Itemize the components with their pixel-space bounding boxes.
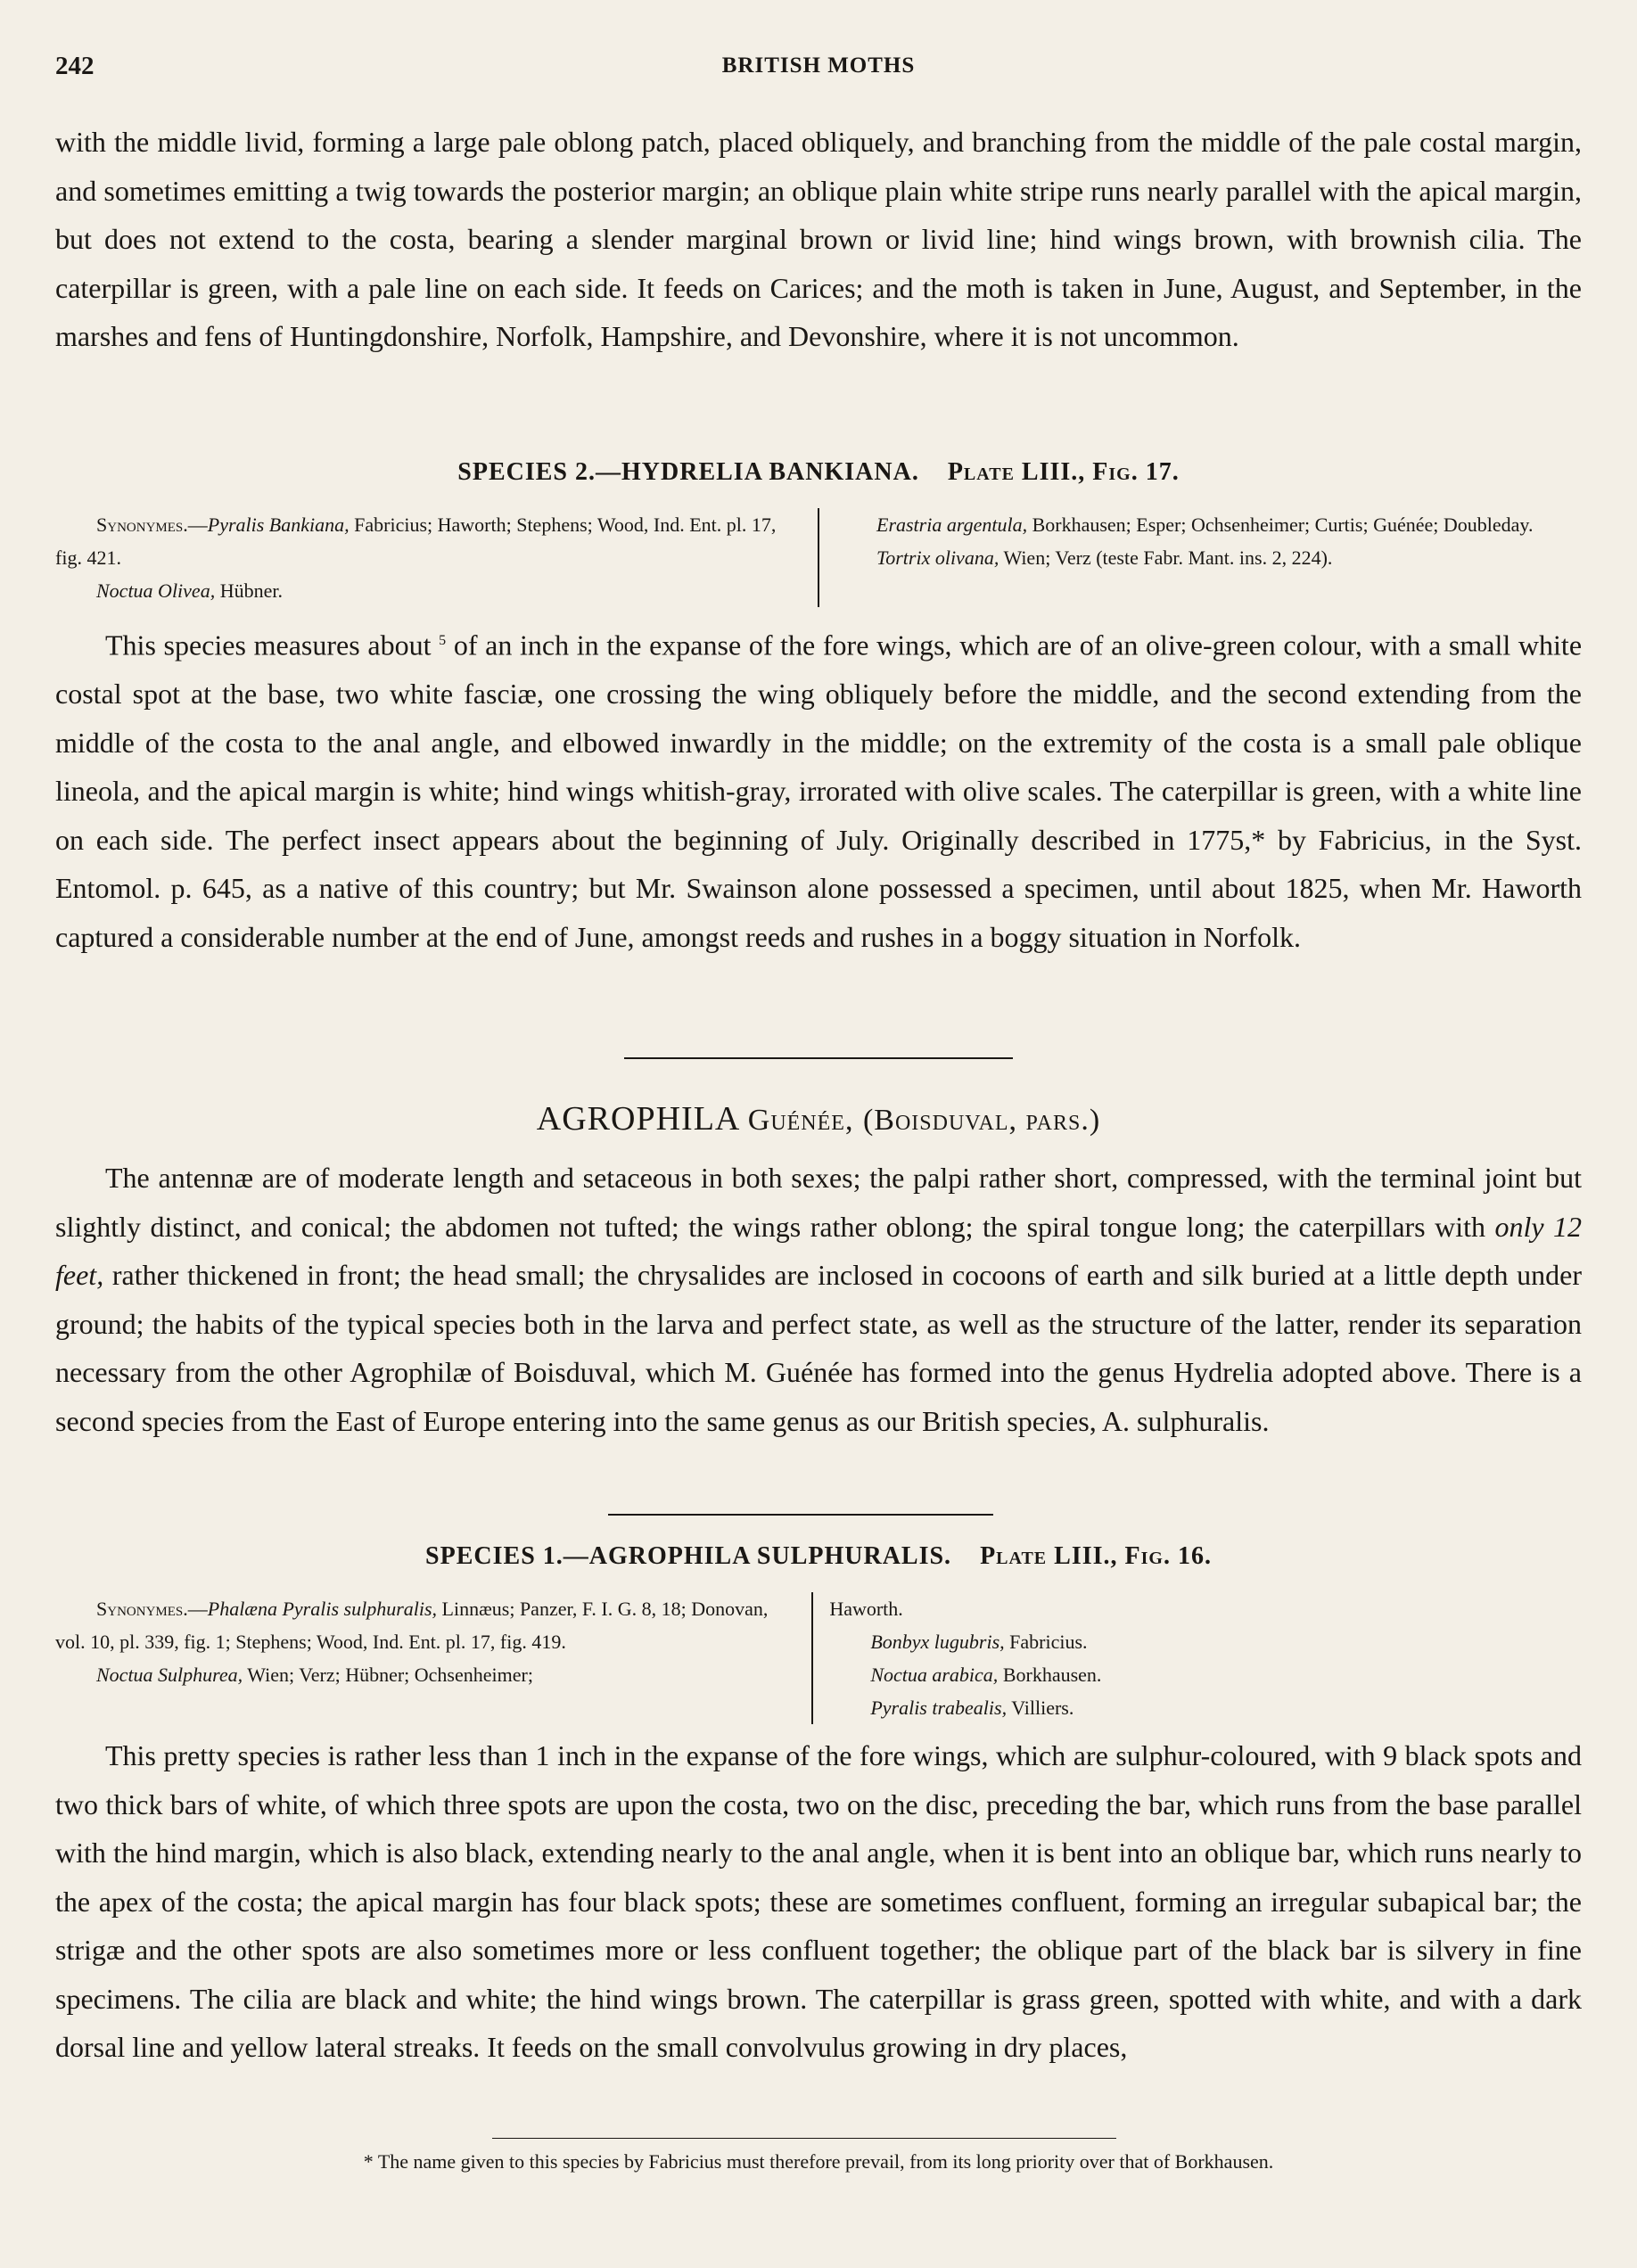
species-2-heading (55, 458, 1582, 487)
genus-note: (Boisduval, pars.) (862, 1104, 1101, 1137)
species-1-heading (55, 1542, 1582, 1571)
synonym-name: Erastria argentula, (876, 514, 1028, 536)
description-text: The antennæ are of moderate length and setaceous in both sexes; the palpi rather short, compressed, with the terminal joint but slightly distinct, and conical; the abdomen not tufted; the wings rather oblong; the spiral tongue long; the caterpillars with (55, 1162, 1582, 1243)
synonym-name: Pyralis Bankiana, (207, 514, 350, 536)
synonym-name: Pyralis trabealis, (870, 1697, 1008, 1719)
synonym-authorities: Wien; Verz (teste Fabr. Mant. ins. 2, 224). (1003, 546, 1333, 569)
synonyms-left-column (55, 508, 819, 607)
fraction-numerator: 5 (439, 633, 447, 648)
synonym-authorities: Haworth. (829, 1598, 903, 1620)
synonyms-right-column (819, 508, 1582, 607)
synonyms-label: Synonymes.— (96, 1598, 208, 1620)
synonym-name: Noctua Olivea, (96, 579, 216, 602)
synonyms-right-column (813, 1592, 1582, 1724)
genus-author: Guénée, (747, 1104, 854, 1137)
synonym-authorities: Wien; Verz; Hübner; Ochsenheimer; (247, 1664, 533, 1686)
footnote-divider (492, 2138, 1116, 2139)
paragraph-text: with the middle livid, forming a large pale oblong patch, placed obliquely, and branching from the middle of the pale costal margin, and sometimes emitting a twig towards the posterior margin; an oblique plain white stripe runs nearly parallel with the apical margin, but does not extend to the costa, bearing a slender marginal brown or livid line; hind wings brown, with brownish cilia. The caterpillar is green, with a pale line on each side. It feeds on Carices; and the moth is taken in June, August, and September, in the marshes and fens of Huntingdonshire, Norfolk, Hampshire, and Devonshire, where it is not uncommon. (55, 126, 1582, 352)
plate-reference: Plate LIII., Fig. 16. (980, 1542, 1212, 1570)
species-1-description (55, 1731, 1582, 2072)
genus-description (55, 1154, 1582, 1445)
continuation-paragraph (55, 118, 1582, 361)
description-text: This species measures about (105, 629, 432, 662)
synonym-name: Bonbyx lugubris, (870, 1631, 1005, 1653)
section-divider (624, 1057, 1013, 1059)
species-2-synonyms (55, 508, 1582, 607)
synonym-authorities: Borkhausen. (1002, 1664, 1102, 1686)
species-title: SPECIES 1.—AGROPHILA SULPHURALIS. (425, 1542, 952, 1570)
synonyms-left-column (55, 1592, 813, 1724)
synonym-authorities: Fabricius; Haworth; Stephens; Wood, Ind. Ent. pl. 17, fig. 421. (55, 514, 777, 569)
synonym-authorities: Linnæus; Panzer, F. I. G. 8, 18; Donovan, vol. 10, pl. 339, fig. 1; Stephens; Wood, Ind. Ent. pl. 17, fig. 419. (55, 1598, 769, 1653)
species-1-synonyms (55, 1592, 1582, 1724)
synonyms-label: Synonymes.— (96, 514, 208, 536)
synonym-authorities: Hübner. (219, 579, 283, 602)
description-text: rather thickened in front; the head small; the chrysalides are inclosed in cocoons of earth and silk buried at a little depth under ground; the habits of the typical species both in the larva and perfect state, as well as the structure of the latter, render its separation necessary from the other Agrophilæ of Boisduval, which M. Guénée has formed into the genus Hydrelia adopted above. There is a second species from the East of Europe entering into the same genus as our British species, A. sulphuralis. (55, 1259, 1583, 1437)
section-divider (608, 1514, 993, 1516)
species-2-description (55, 617, 1582, 961)
synonym-authorities: Borkhausen; Esper; Ochsenheimer; Curtis; Guénée; Doubleday. (1032, 514, 1534, 536)
plate-reference: Plate LIII., Fig. 17. (947, 458, 1180, 486)
synonym-authorities: Fabricius. (1009, 1631, 1088, 1653)
page-number: 242 (55, 52, 95, 80)
synonym-authorities: Villiers. (1011, 1697, 1074, 1719)
synonym-name: Tortrix olivana, (876, 546, 999, 569)
page-header (55, 52, 1582, 87)
emphasis-text: only 12 feet, (55, 1210, 1583, 1291)
species-title: SPECIES 2.—HYDRELIA BANKIANA. (457, 458, 919, 486)
footnote: * The name given to this species by Fabricius must therefore prevail, from its long priority over that of Borkhausen. (363, 2150, 1274, 2173)
genus-heading (55, 1099, 1582, 1138)
synonym-name: Phalæna Pyralis sulphuralis, (207, 1598, 438, 1620)
genus-name: AGROPHILA (536, 1100, 739, 1138)
synonym-name: Noctua Sulphurea, (96, 1664, 243, 1686)
description-text: This pretty species is rather less than 1 inch in the expanse of the fore wings, which are sulphur-coloured, with 9 black spots and two thick bars of white, of which three spots are upon the costa, two on the disc, preceding the bar, which runs from the base parallel with the hind margin, which is also black, extending nearly to the anal angle, when it is bent into an oblique bar, which runs nearly to the apex of the costa; the apical margin has four black spots; these are sometimes confluent, forming an irregular subapical bar; the strigæ and the other spots are also sometimes more or less confluent together; the oblique part of the black bar is silvery in fine specimens. The cilia are black and white; the hind wings brown. The caterpillar is grass green, spotted with white, and with a dark dorsal line and yellow lateral streaks. It feeds on the small convolvulus growing in dry places, (55, 1739, 1582, 2063)
description-text: of an inch in the expanse of the fore wings, which are of an olive-green colour, with a small white costal spot at the base, two white fasciæ, one crossing the wing obliquely before the middle, and the second extending from the middle of the costa to the anal angle, and elbowed inwardly in the middle; on the extremity of the costa is a small pale oblique lineola, and the apical margin is white; hind wings whitish-gray, irrorated with olive scales. The caterpillar is green, with a white line on each side. The perfect insect appears about the beginning of July. Originally described in 1775,* by Fabricius, in the Syst. Entomol. p. 645, as a native of this country; but Mr. Swainson alone possessed a specimen, until about 1825, when Mr. Haworth captured a considerable number at the end of June, amongst reeds and rushes in a boggy situation in Norfolk. (55, 629, 1583, 953)
running-head: BRITISH MOTHS (721, 53, 916, 78)
synonym-name: Noctua arabica, (870, 1664, 999, 1686)
